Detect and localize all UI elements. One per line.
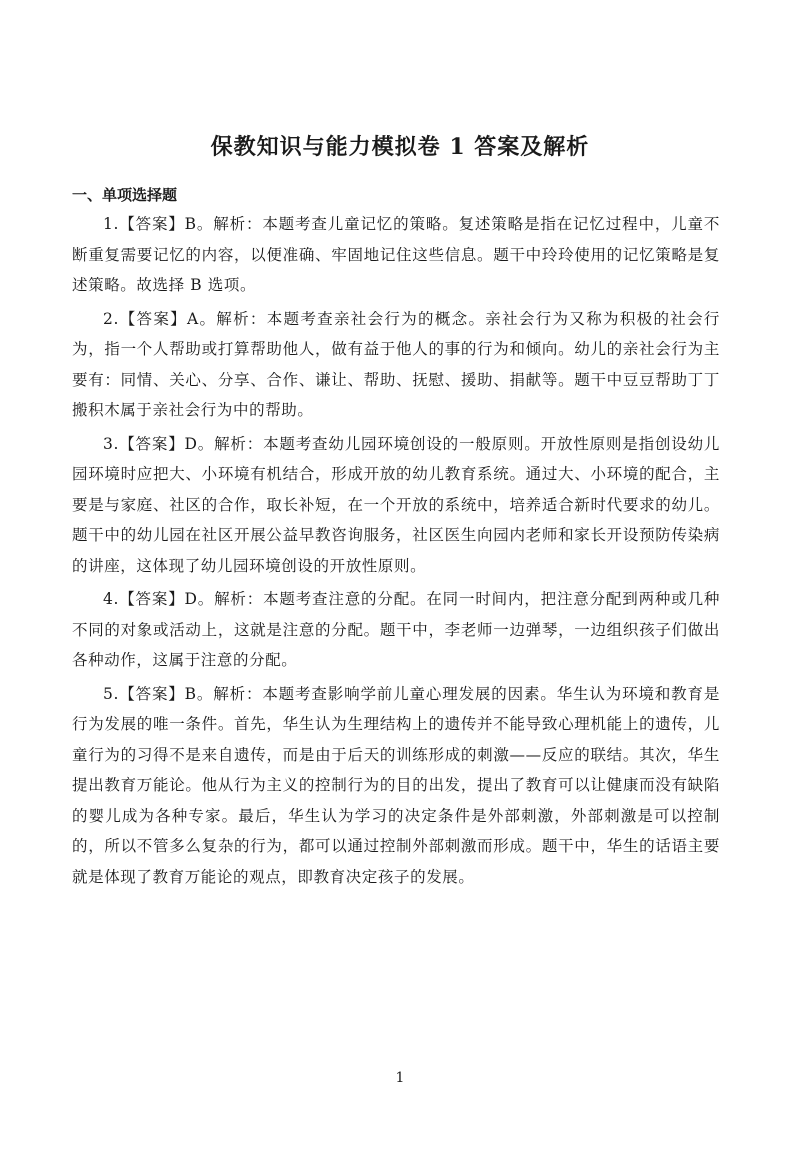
answer-item-1: 1.【答案】B。解析：本题考查儿童记忆的策略。复述策略是指在记忆过程中，儿童不断重复需要记忆的内容，以便准确、牢固地记住这些信息。题干中玲玲使用的记忆策略是复述策略。故选择 B 选项。 xyxy=(72,215,720,294)
answer-item-3: 3.【答案】D。解析：本题考查幼儿园环境创设的一般原则。开放性原则是指创设幼儿园环境时应把大、小环境有机结合，形成开放的幼儿教育系统。通过大、小环境的配合，主要是与家庭、社区的合作，取长补短，在一个开放的系统中，培养适合新时代要求的幼儿。题干中的幼儿园在社区开展公益早教咨询服务，社区医生向园内老师和家长开设预防传染病的讲座，这体现了幼儿园环境创设的开放性原则。 xyxy=(72,434,720,575)
answer-item-2: 2.【答案】A。解析：本题考查亲社会行为的概念。亲社会行为又称为积极的社会行为，指一个人帮助或打算帮助他人，做有益于他人的事的行为和倾向。幼儿的亲社会行为主要有：同情、关心、分享、合作、谦让、帮助、抚慰、援助、捐献等。题干中豆豆帮助丁丁搬积木属于亲社会行为中的帮助。 xyxy=(72,309,720,419)
answer-item-5: 5.【答案】B。解析：本题考查影响学前儿童心理发展的因素。华生认为环境和教育是行为发展的唯一条件。首先，华生认为生理结构上的遗传并不能导致心理机能上的遗传，儿童行为的习得不是来自遗传，而是由于后天的训练形成的刺激——反应的联结。其次，华生提出教育万能论。他从行为主义的控制行为的目的出发，提出了教育可以让健康而没有缺陷的婴儿成为各种专家。最后，华生认为学习的决定条件是外部刺激，外部刺激是可以控制的，所以不管多么复杂的行为，都可以通过控制外部刺激而形成。题干中，华生的话语主要就是体现了教育万能论的观点，即教育决定孩子的发展。 xyxy=(72,684,720,886)
answer-list xyxy=(72,209,720,895)
answer-item-4: 4.【答案】D。解析：本题考查注意的分配。在同一时间内，把注意分配到两种或几种不同的对象或活动上，这就是注意的分配。题干中，李老师一边弹琴，一边组织孩子们做出各种动作，这属于注意的分配。 xyxy=(72,590,720,669)
page-number: 1 xyxy=(395,1070,405,1086)
page-title: 保教知识与能力模拟卷 1 答案及解析 xyxy=(210,134,590,160)
section-heading: 一、单项选择题 xyxy=(72,186,178,204)
